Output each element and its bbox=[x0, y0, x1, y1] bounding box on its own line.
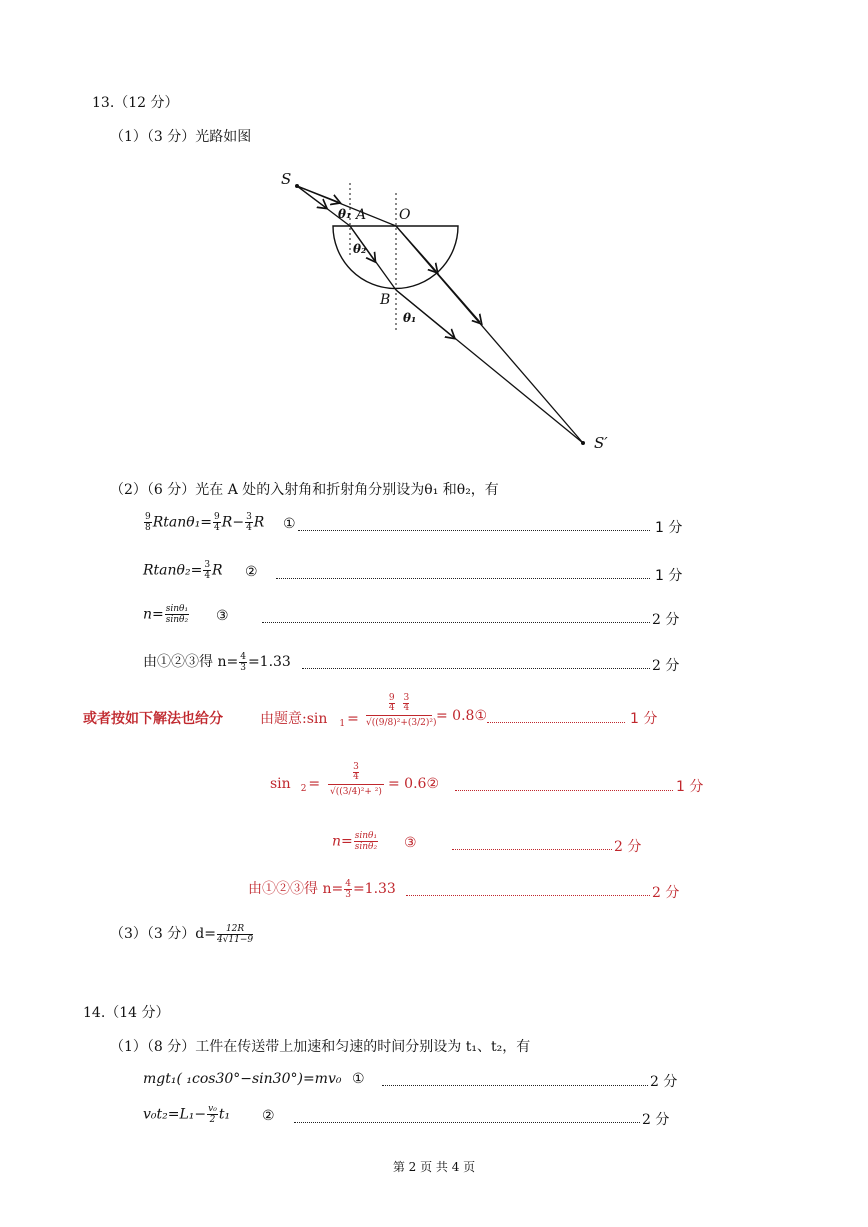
q14-eq2: v₀t₂=L₁− $\frac{\text{v₀}}{2}$ t₁ bbox=[143, 1104, 231, 1125]
q13-part1-label: （1）（3 分）光路如图 bbox=[110, 129, 252, 145]
label-o: O bbox=[399, 207, 411, 223]
optics-diagram bbox=[270, 160, 630, 460]
leader-dots bbox=[455, 790, 673, 791]
label-theta1-exit: θ₁ bbox=[403, 311, 417, 325]
alt-line4: 由①②③得 n= $\frac{4}{3}$ =1.33 bbox=[248, 878, 396, 900]
alt-line1-prefix: 由题意:sin $_1$ = bbox=[260, 711, 359, 729]
q14-eq1: mgt₁( ₁cos30°−sin30°)=mv₀ bbox=[143, 1071, 342, 1087]
q13-eq3: n= $\frac{\text{sinθ₁}}{\text{sinθ₂}}$ bbox=[143, 604, 189, 625]
leader-dots bbox=[302, 668, 650, 669]
point-s bbox=[295, 184, 299, 188]
q13-eq4-score: 2 分 bbox=[652, 658, 680, 674]
alt-line3-score: 2 分 bbox=[614, 839, 642, 855]
alt-line3-circle: ③ bbox=[404, 835, 417, 851]
alt-line2-fraction: $\frac{3}{4}$ √((3/4)²+ ²) bbox=[328, 763, 384, 797]
label-b: B bbox=[380, 292, 391, 308]
alt-line1-score: 1 分 bbox=[630, 711, 658, 727]
label-a: A bbox=[356, 207, 367, 223]
leader-dots bbox=[406, 895, 650, 896]
label-s: S bbox=[281, 170, 292, 188]
q13-eq4: 由①②③得 n= $\frac{4}{3}$ =1.33 bbox=[143, 651, 291, 673]
leader-dots bbox=[382, 1085, 648, 1086]
q13-eq3-circle: ③ bbox=[216, 608, 229, 624]
leader-dots bbox=[294, 1122, 640, 1123]
alt-line2-prefix: sin $_2$ = bbox=[270, 776, 321, 794]
label-theta1-incident: θ₁ bbox=[338, 207, 352, 221]
label-sprime: S′ bbox=[594, 434, 608, 452]
q13-eq1-score: 1 分 bbox=[655, 520, 683, 536]
leader-dots bbox=[262, 622, 650, 623]
q13-part3: （3）（3 分）d= $\frac{12R}{4√11-9}$ bbox=[110, 923, 254, 945]
point-sprime bbox=[581, 441, 585, 445]
q14-eq1-score: 2 分 bbox=[650, 1074, 678, 1090]
q13-eq1: $\frac{9}{8}$ Rtanθ₁= $\frac{9}{4}$ R− $\frac{3}{4}$ R bbox=[145, 512, 265, 533]
leader-dots bbox=[298, 530, 650, 531]
alt-line2-result: = 0.6② bbox=[388, 776, 439, 792]
q13-eq1-circle: ① bbox=[283, 516, 296, 532]
alt-line1-result: = 0.8① bbox=[436, 708, 487, 724]
q13-part2-intro: （2）（6 分）光在 A 处的入射角和折射角分别设为θ₁ 和θ₂，有 bbox=[110, 482, 499, 498]
alt-line2-score: 1 分 bbox=[676, 779, 704, 795]
q13-eq2-score: 1 分 bbox=[655, 568, 683, 584]
leader-dots bbox=[276, 578, 650, 579]
q13-eq2-circle: ② bbox=[245, 564, 258, 580]
page-footer: 第 2 页 共 4 页 bbox=[392, 1160, 476, 1174]
label-theta2: θ₂ bbox=[353, 242, 367, 256]
q13-eq3-score: 2 分 bbox=[652, 612, 680, 628]
q14-header: 14.（14 分） bbox=[83, 1005, 170, 1021]
q14-eq2-score: 2 分 bbox=[642, 1112, 670, 1128]
leader-dots bbox=[452, 849, 612, 850]
q14-eq2-circle: ② bbox=[262, 1108, 275, 1124]
q14-part1-intro: （1）（8 分）工件在传送带上加速和匀速的时间分别设为 t₁、t₂，有 bbox=[110, 1039, 531, 1055]
alt-line1-fraction: $\frac{9}{4}$ $\frac{3}{4}$ √((9/8)²+(3/2)²) bbox=[366, 693, 437, 728]
leader-dots bbox=[487, 722, 625, 723]
q13-header: 13.（12 分） bbox=[92, 95, 179, 111]
alt-line4-score: 2 分 bbox=[652, 885, 680, 901]
q13-eq2: Rtanθ₂= $\frac{3}{4}$ R bbox=[143, 560, 223, 581]
alt-line3: n= $\frac{\text{sinθ₁}}{\text{sinθ₂}}$ bbox=[332, 831, 378, 852]
alt-solution-heading: 或者按如下解法也给分 bbox=[83, 711, 223, 727]
q14-eq1-circle: ① bbox=[352, 1071, 365, 1087]
